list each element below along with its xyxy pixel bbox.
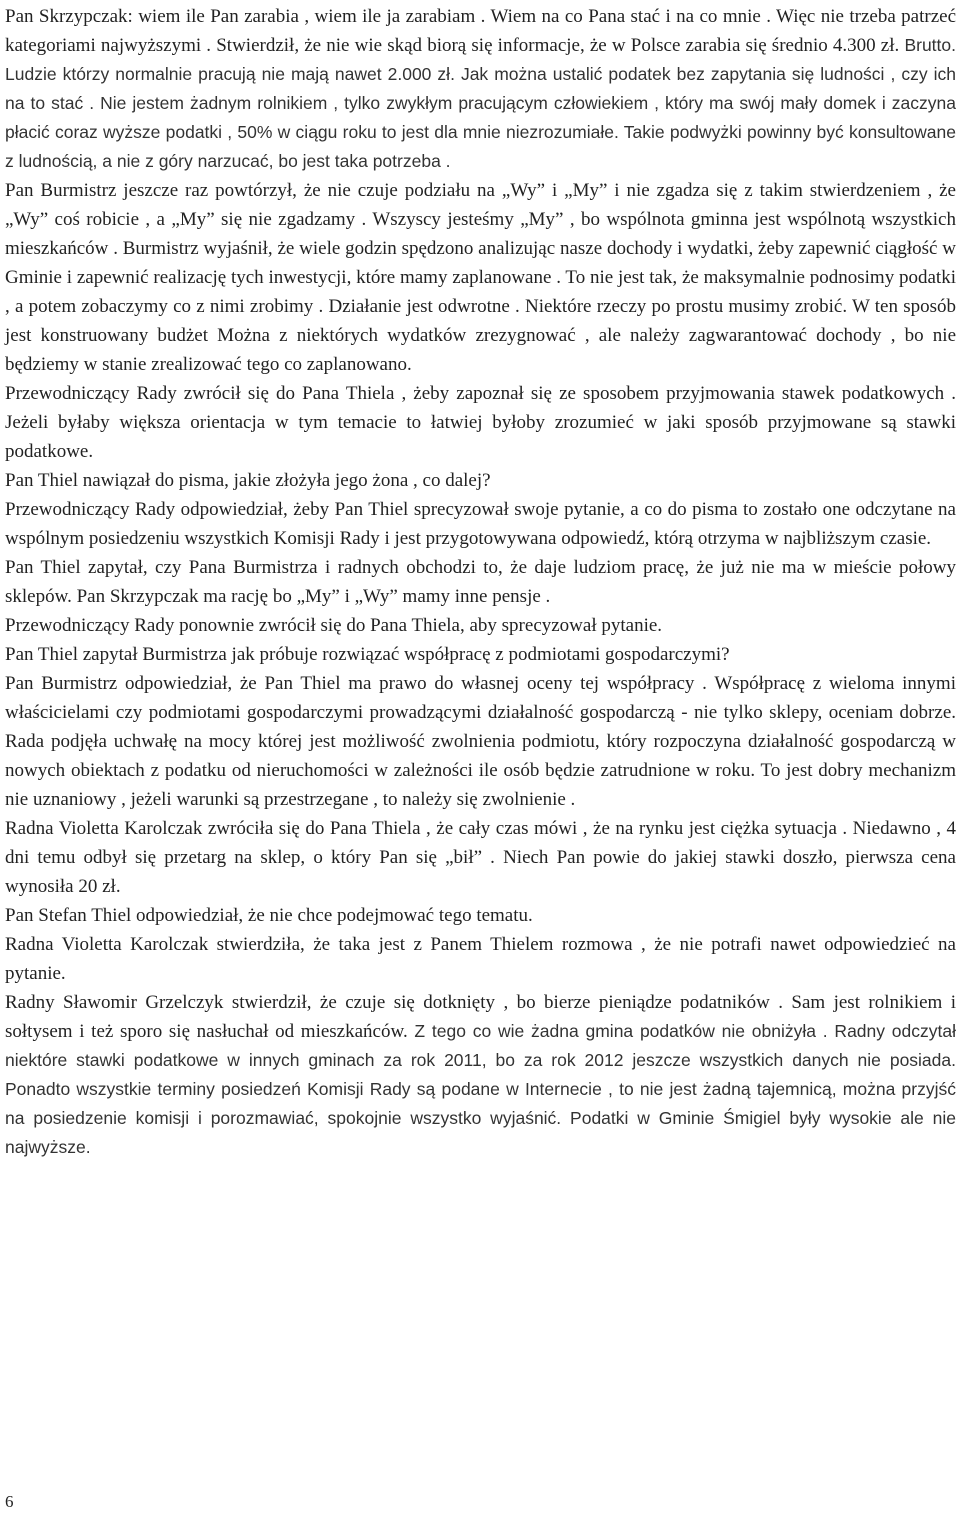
- paragraph: [5, 901, 956, 930]
- page-number: 6: [5, 1492, 14, 1511]
- paragraph: [5, 553, 956, 611]
- paragraph-text: Pan Thiel zapytał, czy Pana Burmistrza i radnych obchodzi to, że daje ludziom pracę, że już nie ma w mieście połowy sklepów. Pan Skrzypczak ma rację bo „My” i „Wy” mamy inne pensje .: [5, 557, 956, 607]
- paragraph: [5, 640, 956, 669]
- paragraph-text: Pan Burmistrz odpowiedział, że Pan Thiel ma prawo do własnej oceny tej współpracy . Współpracę z wieloma innymi właścicielami czy podmiotami gospodarczymi prowadzącymi działalność gospodarczą - nie tylko sklepy, oceniam dobrze. Rada podjęła uchwałę na mocy której jest możliwość zwolnienia podmiotu, który rozpoczyna działalność gospodarczą w nowych obiektach z podatku od nieruchomości w zależności ile osób będzie zatrudnione w roku. To jest dobry mechanizm nie uznaniowy , jeżeli warunki są przestrzegane , to należy się zwolnienie .: [5, 673, 956, 810]
- paragraph-text: Radna Violetta Karolczak stwierdziła, że taka jest z Panem Thielem rozmowa , że nie potrafi nawet odpowiedzieć na pytanie.: [5, 934, 956, 984]
- paragraph: [5, 176, 956, 379]
- paragraph-text: Pan Stefan Thiel odpowiedział, że nie chce podejmować tego tematu.: [5, 905, 533, 926]
- paragraph-text: Z tego co wie żadna gmina podatków nie obniżyła . Radny odczytał niektóre stawki podatkowe w innych gminach za rok 2011, bo za rok 2012 jeszcze wszystkich danych nie posiada. Ponadto wszystkie terminy posiedzeń Komisji Rady są podane w Internecie , to nie jest żadną tajemnicą, można przyjść na posiedzenie komisji i porozmawiać, spokojnie wszystko wyjaśnić. Podatki w Gminie Śmigiel były wysokie ale nie najwyższe.: [5, 1021, 957, 1157]
- paragraph-text: Przewodniczący Rady zwrócił się do Pana Thiela , żeby zapoznał się ze sposobem przyjmowania stawek podatkowych . Jeżeli byłaby większa orientacja w tym temacie to łatwiej byłoby zrozumieć w jaki sposób przyjmowane są stawki podatkowe.: [5, 383, 956, 462]
- paragraph: [5, 930, 956, 988]
- paragraph: [5, 379, 956, 466]
- paragraph: [5, 814, 956, 901]
- paragraph: [5, 2, 956, 176]
- paragraph: [5, 611, 956, 640]
- paragraph: [5, 466, 956, 495]
- paragraph-text: Pan Thiel zapytał Burmistrza jak próbuje rozwiązać współpracę z podmiotami gospodarczymi?: [5, 644, 730, 665]
- paragraph-text: Pan Thiel nawiązał do pisma, jakie złożyła jego żona , co dalej?: [5, 470, 491, 491]
- paragraph-text: Przewodniczący Rady ponownie zwrócił się do Pana Thiela, aby sprecyzował pytanie.: [5, 615, 663, 636]
- paragraph-text: Przewodniczący Rady odpowiedział, żeby Pan Thiel sprecyzował swoje pytanie, a co do pisma to zostało one odczytane na wspólnym posiedzeniu wszystkich Komisji Rady i jest przygotowywana odpowiedź, którą otrzyma w najbliższym czasie.: [5, 499, 956, 549]
- paragraph-text: Brutto. Ludzie którzy normalnie pracują nie mają nawet 2.000 zł. Jak można ustalić podatek bez zapytania się ludności , czy ich na to stać . Nie jestem żadnym rolnikiem , tylko zwykłym pracującym człowiekiem , który ma swój mały domek i zaczyna płacić coraz wyższe podatki , 50% w ciągu roku to jest dla mnie niezrozumiałe. Takie podwyżki powinny być konsultowane z ludnością, a nie z góry narzucać, bo jest taka potrzeba .: [5, 35, 956, 171]
- paragraph-text: Pan Burmistrz jeszcze raz powtórzył, że nie czuje podziału na „Wy” i „My” i nie zgadza się z takim stwierdzeniem , że „Wy” coś robicie , a „My” się nie zgadzamy . Wszyscy jesteśmy „My” , bo wspólnota gminna jest wspólnotą wszystkich mieszkańców . Burmistrz wyjaśnił, że wiele godzin spędzono analizując nasze dochody i wydatki, żeby zapewnić ciągłość w Gminie i zapewnić realizację tych inwestycji, które mamy zaplanowane . To nie jest tak, że maksymalnie podnosimy podatki , a potem zobaczymy co z nimi zrobimy . Działanie jest odwrotne . Niektóre rzeczy po prostu musimy zrobić. W ten sposób jest konstruowany budżet Można z niektórych wydatków zrezygnować , ale należy zagwarantować dochody , bo nie będziemy w stanie zrealizować tego co zaplanowano.: [5, 180, 956, 375]
- paragraph-text: Radny Sławomir Grzelczyk stwierdził, że czuje się dotknięty , bo bierze pieniądze podatników . Sam jest rolnikiem i sołtysem i też sporo się nasłuchał od mieszkańców.: [5, 992, 956, 1042]
- paragraph: [5, 988, 956, 1162]
- document-body: [5, 2, 956, 1162]
- paragraph: [5, 669, 956, 814]
- paragraph-text: Radna Violetta Karolczak zwróciła się do Pana Thiela , że cały czas mówi , że na rynku jest ciężka sytuacja . Niedawno , 4 dni temu odbył się przetarg na sklep, o który Pan się „bił” . Niech Pan powie do jakiej stawki doszło, pierwsza cena wynosiła 20 zł.: [5, 818, 956, 897]
- paragraph-text: Pan Skrzypczak: wiem ile Pan zarabia , wiem ile ja zarabiam . Wiem na co Pana stać i na co mnie . Więc nie trzeba patrzeć kategoriami najwyższymi . Stwierdził, że nie wie skąd biorą się informacje, że w Polsce zarabia się średnio 4.300 zł.: [5, 6, 956, 56]
- paragraph: [5, 495, 956, 553]
